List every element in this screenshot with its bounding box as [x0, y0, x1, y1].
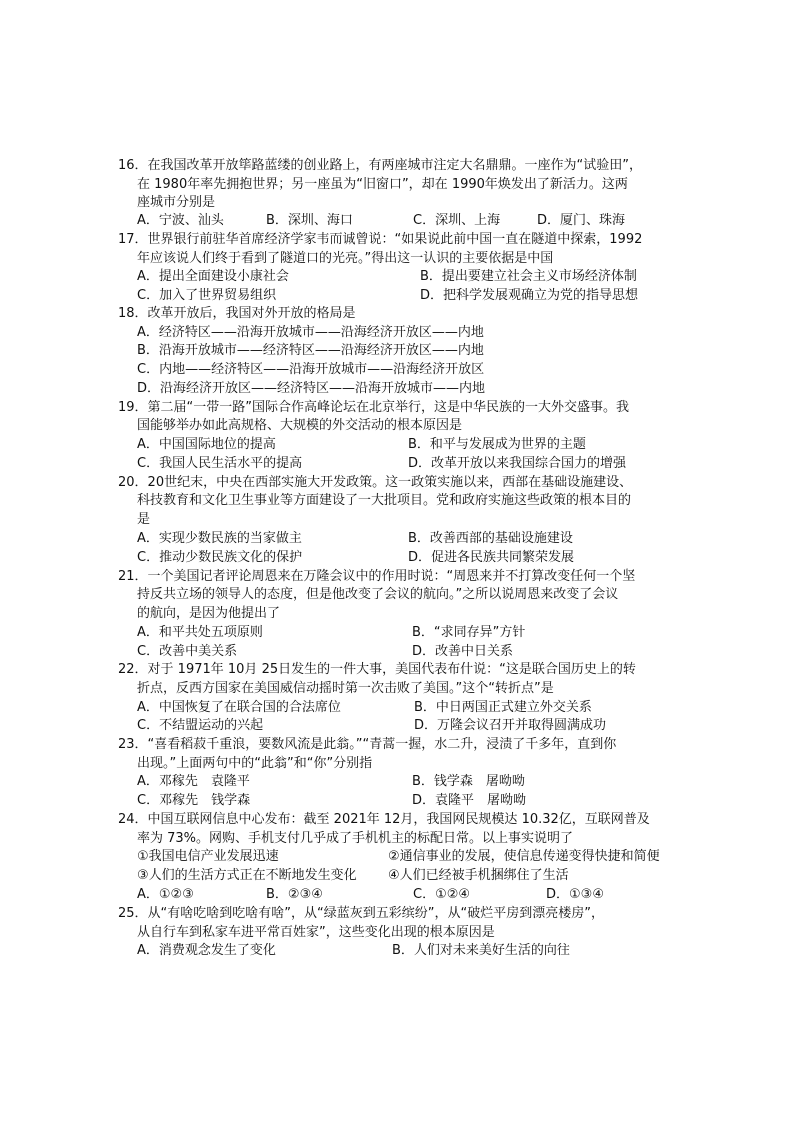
- question-stem-line: 的航向，是因为他提出了: [137, 606, 281, 621]
- option-c[interactable]: C．改善中美关系: [137, 644, 238, 659]
- option-d[interactable]: D．袁隆平 屠呦呦: [412, 793, 527, 808]
- option-a[interactable]: A．和平共处五项原则: [137, 625, 263, 640]
- option-c[interactable]: C．不结盟运动的兴起: [137, 718, 264, 733]
- option-a[interactable]: A．宁波、汕头: [137, 213, 224, 228]
- question-stem-line: 是: [137, 512, 151, 527]
- question-stem-line: 23．“喜看稻菽千重浪，要数风流是此翁。”“青蒿一握，水二升，浸渍了千多年，直到你: [118, 737, 617, 752]
- question-stem-line: 20．20世纪末，中央在西部实施大开发政策。这一政策实施以来，西部在基础设施建设、: [118, 475, 633, 490]
- option-a[interactable]: A．实现少数民族的当家做主: [137, 531, 302, 546]
- option-d[interactable]: D．改善中日关系: [412, 644, 514, 659]
- option-c[interactable]: C．我国人民生活水平的提高: [137, 456, 303, 471]
- option-b[interactable]: B．钱学森 屠呦呦: [412, 774, 525, 789]
- question-stem-line: 19．第二届“一带一路”国际合作高峰论坛在北京举行，这是中华民族的一大外交盛事。我: [118, 400, 630, 415]
- statement-1: ①我国电信产业发展迅速: [137, 849, 279, 864]
- option-c[interactable]: C．①②④: [413, 887, 471, 902]
- option-b[interactable]: B．改善西部的基础设施建设: [408, 531, 573, 546]
- option-c[interactable]: C．加入了世界贸易组织: [137, 288, 277, 303]
- option-c[interactable]: C．内地——经济特区——沿海开放城市——沿海经济开放区: [137, 362, 485, 377]
- option-d[interactable]: D．厦门、珠海: [537, 213, 626, 228]
- question-stem-line: 16．在我国改革开放筚路蓝缕的创业路上，有两座城市注定大名鼎鼎。一座作为“试验田”，: [118, 158, 643, 173]
- option-b[interactable]: B．和平与发展成为世界的主题: [408, 437, 586, 452]
- option-a[interactable]: A．①②③: [137, 887, 194, 902]
- statement-4: ④人们已经被手机捆绑住了生活: [388, 868, 569, 883]
- option-d[interactable]: D．促进各民族共同繁荣发展: [408, 550, 575, 565]
- option-a[interactable]: A．中国国际地位的提高: [137, 437, 276, 452]
- question-stem-line: 座城市分别是: [137, 195, 216, 210]
- option-b[interactable]: B．“求同存异”方针: [412, 625, 526, 640]
- question-stem-line: 国能够举办如此高规格、大规模的外交活动的根本原因是: [137, 418, 463, 433]
- question-stem-line: 出现。”上面两句中的“此翁”和“你”分别指: [137, 756, 373, 771]
- question-stem-line: 从自行车到私家车进平常百姓家”，这些变化出现的根本原因是: [137, 925, 495, 940]
- option-a[interactable]: A．邓稼先 袁隆平: [137, 774, 250, 789]
- statement-3: ③人们的生活方式正在不断地发生变化: [137, 868, 357, 883]
- option-b[interactable]: B．②③④: [266, 887, 323, 902]
- option-a[interactable]: A．消费观念发生了变化: [137, 943, 276, 958]
- statement-2: ②通信事业的发展，使信息传递变得快捷和简便: [388, 849, 660, 864]
- question-stem-line: 17．世界银行前驻华首席经济学家韦而诚曾说：“如果说此前中国一直在隧道中探索，1992: [118, 232, 643, 247]
- question-stem-line: 21．一个美国记者评论周恩来在万隆会议中的作用时说：“周恩来并不打算改变任何一个坚: [118, 569, 636, 584]
- option-d[interactable]: D．①③④: [546, 887, 604, 902]
- question-stem-line: 在 1980年率先拥抱世界；另一座虽为“旧窗口”，却在 1990年焕发出了新活力。这两: [137, 177, 628, 192]
- option-c[interactable]: C．邓稼先 钱学森: [137, 793, 251, 808]
- option-d[interactable]: D．沿海经济开放区——经济特区——沿海开放城市——内地: [137, 381, 486, 396]
- question-stem-line: 年应该说人们终于看到了隧道口的光亮。”得出这一认识的主要依据是中国: [137, 251, 554, 266]
- option-b[interactable]: B．中日两国正式建立外交关系: [414, 700, 592, 715]
- question-stem-line: 持反共立场的领导人的态度，但是他改变了会议的航向。”之所以说周恩来改变了会议: [137, 587, 619, 602]
- option-a[interactable]: A．提出全面建设小康社会: [137, 269, 289, 284]
- option-a[interactable]: A．中国恢复了在联合国的合法席位: [137, 700, 341, 715]
- option-b[interactable]: B．深圳、海口: [266, 213, 353, 228]
- question-stem-line: 25．从“有啥吃啥到吃啥有啥”，从“绿蓝灰到五彩缤纷”，从“破烂平房到漂亮楼房”，: [118, 906, 604, 921]
- option-b[interactable]: B．沿海开放城市——经济特区——沿海经济开放区——内地: [137, 343, 484, 358]
- option-d[interactable]: D．万隆会议召开并取得圆满成功: [414, 718, 607, 733]
- question-stem-line: 22．对于 1971年 10月 25日发生的一件大事，美国代表布什说：“这是联合国历史上的转: [118, 662, 636, 677]
- option-c[interactable]: C．推动少数民族文化的保护: [137, 550, 303, 565]
- option-b[interactable]: B．提出要建立社会主义市场经济体制: [420, 269, 637, 284]
- question-stem-line: 科技教育和文化卫生事业等方面建设了一大批项目。党和政府实施这些政策的根本目的: [137, 493, 632, 508]
- question-stem-line: 率为 73%。网购、手机支付几乎成了手机机主的标配日常。以上事实说明了: [137, 831, 574, 846]
- question-stem-line: 折点，反西方国家在美国威信动摇时第一次击败了美国。”这个“转折点”是: [137, 681, 554, 696]
- option-d[interactable]: D．改革开放以来我国综合国力的增强: [408, 456, 627, 471]
- option-a[interactable]: A．经济特区——沿海开放城市——沿海经济开放区——内地: [137, 325, 484, 340]
- question-stem-line: 24．中国互联网信息中心发布：截至 2021年 12月，我国网民规模达 10.32亿，互联网普及: [118, 812, 650, 827]
- option-c[interactable]: C．深圳、上海: [413, 213, 501, 228]
- option-d[interactable]: D．把科学发展观确立为党的指导思想: [420, 288, 639, 303]
- question-stem-line: 18．改革开放后，我国对外开放的格局是: [118, 306, 356, 321]
- option-b[interactable]: B．人们对未来美好生活的向往: [392, 943, 570, 958]
